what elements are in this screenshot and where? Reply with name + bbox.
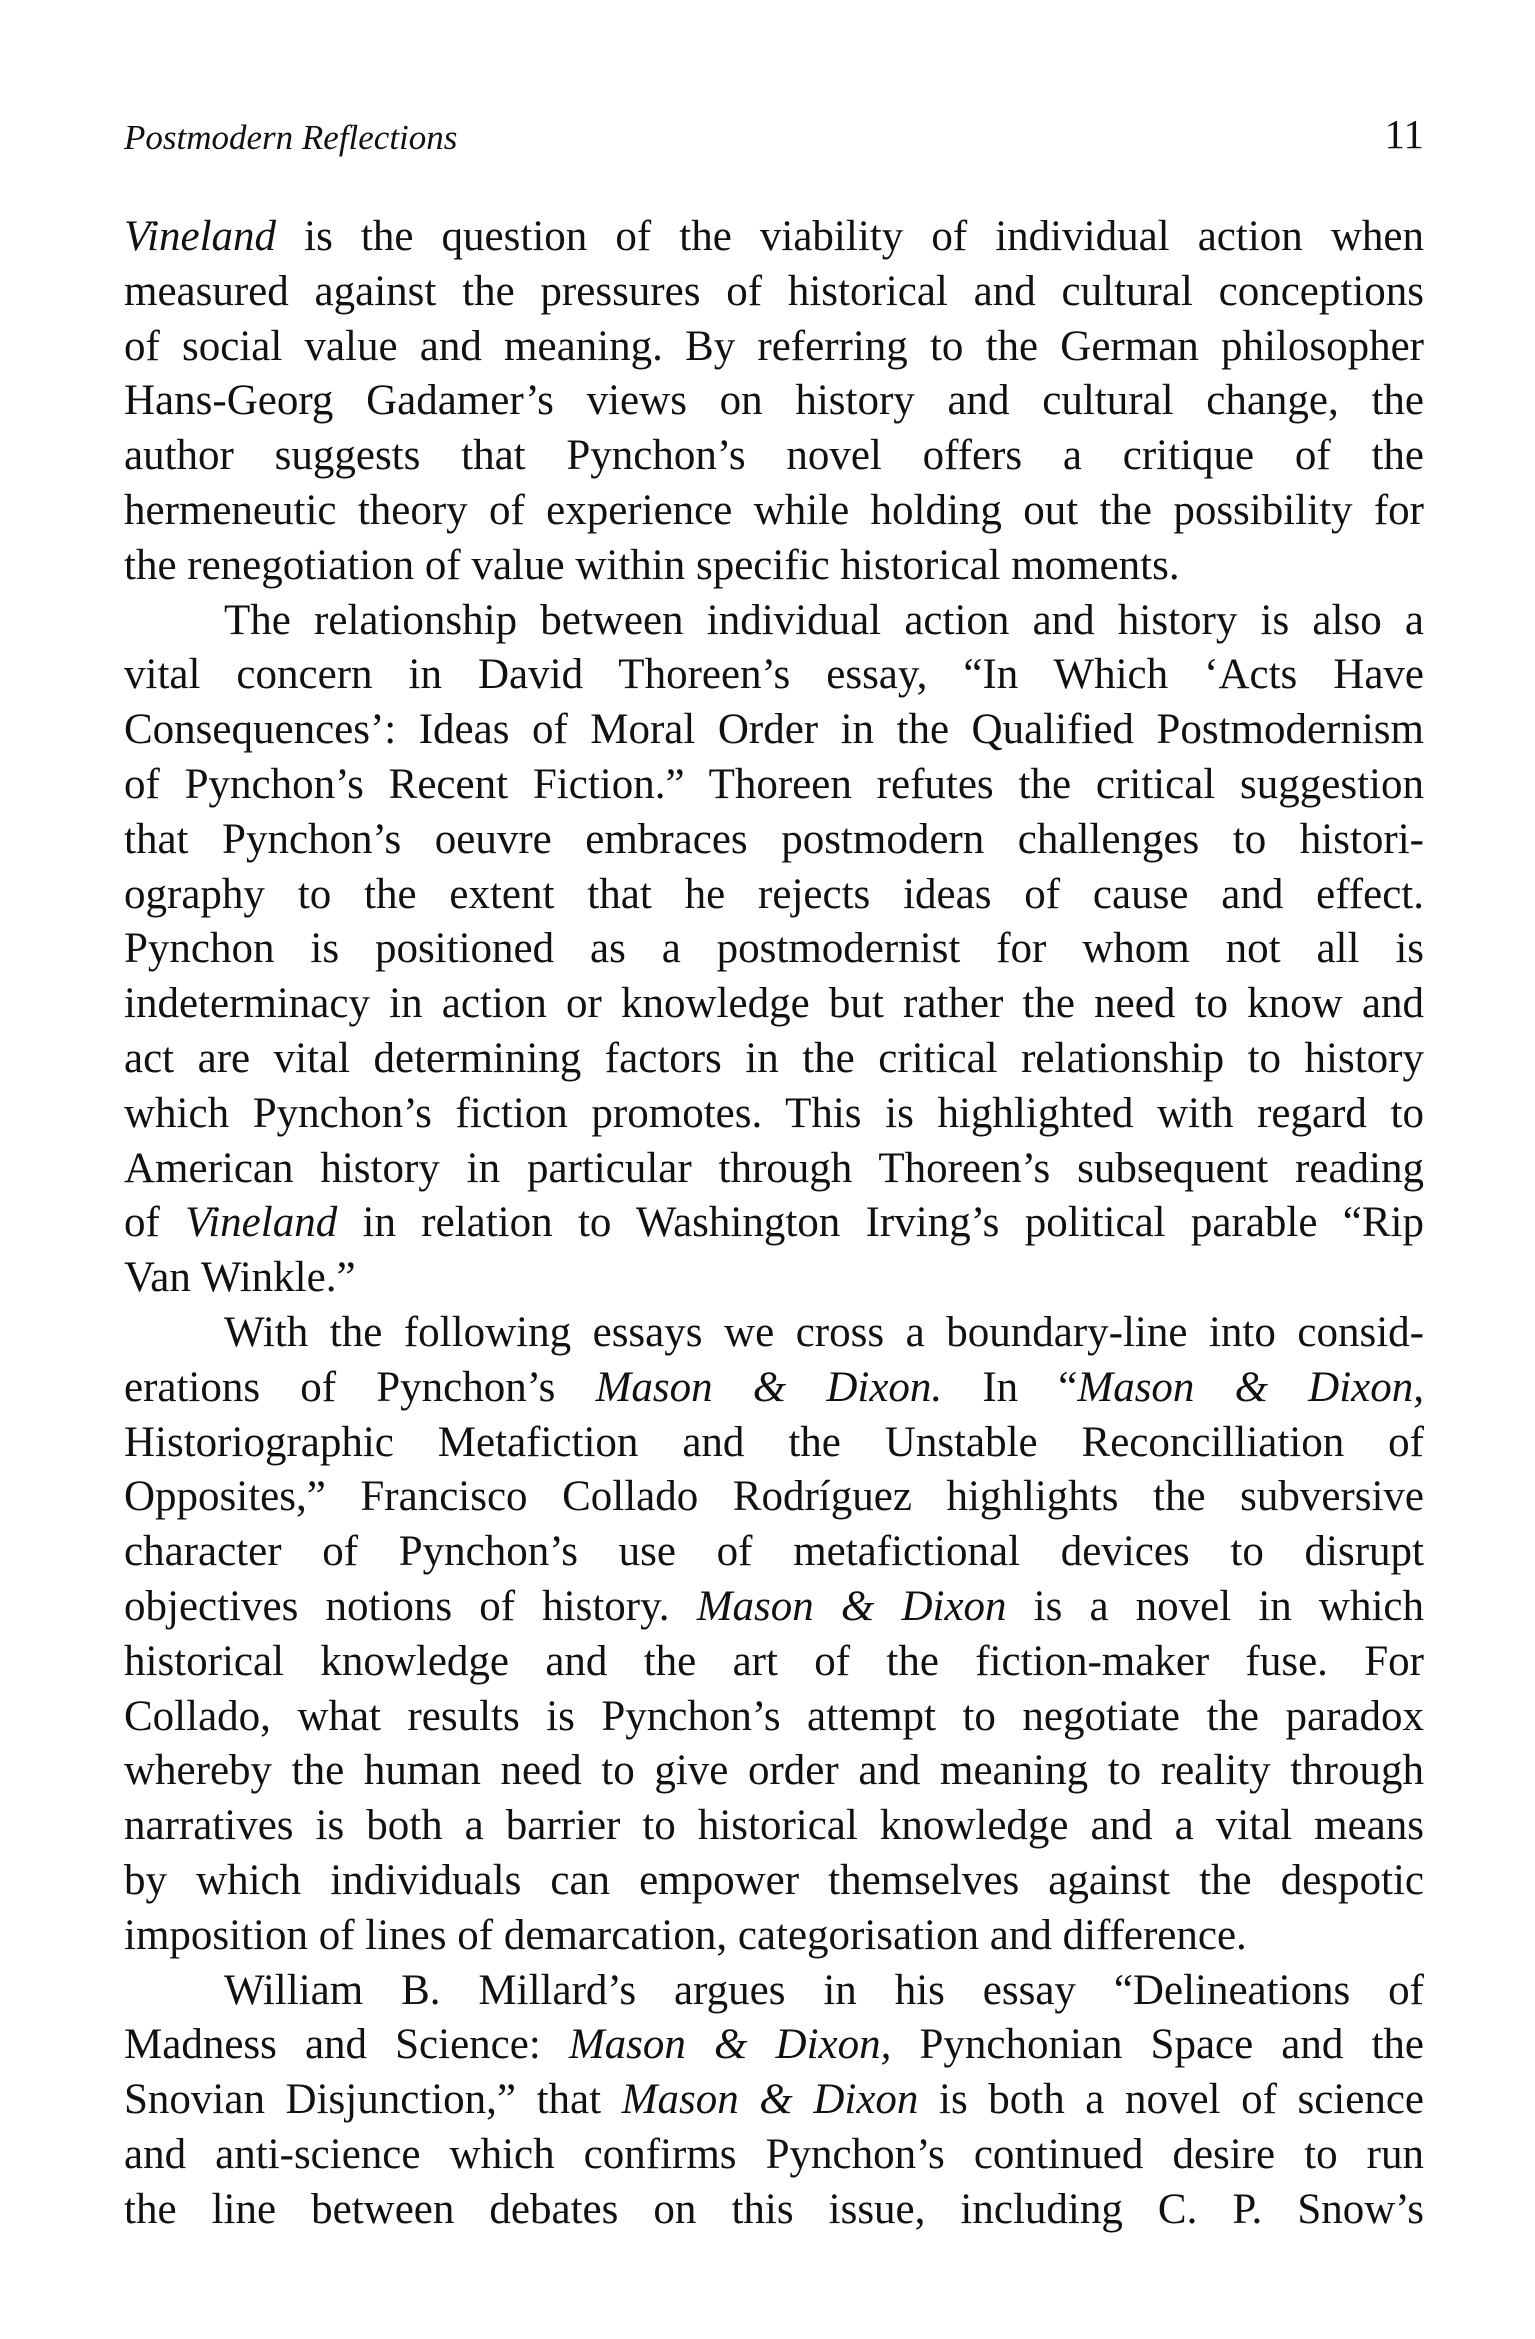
running-title: Postmodern Reflections: [124, 118, 458, 157]
italic-title-text: Vineland: [185, 1199, 338, 1247]
text-run: Collado, what results is Pynchon’s attempt to negotiate the paradox: [124, 1692, 1424, 1740]
text-run: measured against the pressures of historical and cultural conceptions: [124, 267, 1424, 315]
text-line: [124, 2018, 1424, 2073]
text-line: [124, 758, 1424, 813]
text-run: Pynchon is positioned as a postmodernist for whom not all is: [124, 925, 1424, 973]
text-line: [124, 1142, 1424, 1197]
text-run: Historiographic Metafiction and the Unstable Reconcilliation of: [124, 1418, 1424, 1466]
paragraph: [124, 594, 1424, 1306]
page-number: 11: [1384, 111, 1424, 157]
text-run: erations of Pynchon’s: [124, 1363, 596, 1411]
text-line: [124, 1416, 1424, 1471]
text-line: [124, 1964, 1424, 2019]
text-run: which Pynchon’s fiction promotes. This is highlighted with regard to: [124, 1089, 1424, 1137]
text-run: that Pynchon’s oeuvre embraces postmodern challenges to histori-: [124, 815, 1424, 863]
italic-title-text: Mason & Dixon.: [595, 1363, 943, 1411]
text-line: [124, 210, 1424, 265]
text-run: The relationship between individual action and history is also a: [224, 596, 1424, 644]
text-run: in relation to Washington Irving’s political parable “Rip: [337, 1199, 1424, 1247]
text-run: narratives is both a barrier to historical knowledge and a vital means: [124, 1802, 1424, 1850]
text-line: [124, 1087, 1424, 1142]
text-run: vital concern in David Thoreen’s essay, “In Which ‘Acts Have: [124, 651, 1424, 699]
text-run: hermeneutic theory of experience while holding out the possibility for: [124, 486, 1424, 534]
text-run: whereby the human need to give order and meaning to reality through: [124, 1747, 1424, 1795]
italic-title-text: Vineland: [124, 213, 277, 260]
text-line: [124, 1799, 1424, 1854]
text-run: author suggests that Pynchon’s novel offers a critique of the: [124, 432, 1424, 480]
text-run: the line between debates on this issue, including C. P. Snow’s: [124, 2185, 1424, 2233]
text-line: [124, 1744, 1424, 1799]
text-run: is both a novel of science: [918, 2076, 1424, 2124]
text-run: Van Winkle.”: [124, 1254, 356, 1302]
text-line: [124, 1690, 1424, 1745]
text-line: [124, 429, 1424, 484]
text-run: ography to the extent that he rejects ideas of cause and effect.: [124, 870, 1424, 918]
text-line: [124, 2073, 1424, 2128]
italic-title-text: Mason & Dixon,: [568, 2021, 892, 2069]
text-run: of: [124, 1199, 186, 1247]
text-run: William B. Millard’s argues in his essay “Delineations of: [224, 1966, 1424, 2014]
text-line: [124, 977, 1424, 1032]
text-run: historical knowledge and the art of the fiction-maker fuse. For: [124, 1637, 1424, 1685]
text-line: [124, 1361, 1424, 1416]
book-page: [124, 100, 1424, 2237]
text-line: [124, 2128, 1424, 2183]
text-line: [124, 1251, 1424, 1306]
text-run: by which individuals can empower themselves against the despotic: [124, 1856, 1424, 1904]
text-line: [124, 374, 1424, 429]
paragraph: [124, 210, 1424, 594]
text-run: character of Pynchon’s use of metafictional devices to disrupt: [124, 1528, 1424, 1576]
text-line: [124, 648, 1424, 703]
text-line: [124, 1470, 1424, 1525]
text-run: is the question of the viability of individual action when: [276, 213, 1424, 260]
text-run: American history in particular through Thoreen’s subsequent reading: [124, 1144, 1424, 1192]
text-line: [124, 868, 1424, 923]
text-line: [124, 265, 1424, 320]
text-line: [124, 1306, 1424, 1361]
text-line: [124, 320, 1424, 375]
text-run: Hans-Georg Gadamer’s views on history and cultural change, the: [124, 377, 1424, 425]
text-line: [124, 484, 1424, 539]
paragraph: [124, 1964, 1424, 2238]
text-run: Opposites,” Francisco Collado Rodríguez highlights the subversive: [124, 1473, 1424, 1521]
text-run: Madness and Science:: [124, 2021, 569, 2069]
text-line: [124, 594, 1424, 649]
text-line: [124, 703, 1424, 758]
running-head: [124, 100, 1424, 160]
text-run: and anti-science which confirms Pynchon’s continued desire to run: [124, 2130, 1424, 2178]
text-line: [124, 1854, 1424, 1909]
text-run: act are vital determining factors in the critical relationship to history: [124, 1034, 1424, 1082]
body-text: [124, 210, 1424, 2237]
text-run: indeterminacy in action or knowledge but rather the need to know and: [124, 980, 1424, 1028]
italic-title-text: Mason & Dixon: [696, 1582, 1007, 1630]
text-line: [124, 922, 1424, 977]
italic-title-text: Mason & Dixon: [621, 2076, 919, 2124]
text-line: [124, 2183, 1424, 2238]
text-line: [124, 1525, 1424, 1580]
text-run: With the following essays we cross a boundary-line into consid-: [224, 1308, 1424, 1356]
text-run: Consequences’: Ideas of Moral Order in the Qualified Postmodernism: [124, 706, 1424, 754]
paragraph: [124, 1306, 1424, 1964]
text-run: is a novel in which: [1006, 1582, 1424, 1630]
italic-title-text: Mason & Dixon,: [1077, 1363, 1424, 1411]
text-run: In “: [942, 1363, 1078, 1411]
text-line: [124, 539, 1424, 594]
text-run: Pynchonian Space and the: [891, 2021, 1424, 2069]
text-run: of social value and meaning. By referring to the German philosopher: [124, 322, 1424, 370]
text-line: [124, 1635, 1424, 1690]
text-run: the renegotiation of value within specific historical moments.: [124, 541, 1180, 589]
text-run: imposition of lines of demarcation, categorisation and difference.: [124, 1911, 1247, 1959]
text-run: objectives notions of history.: [124, 1582, 697, 1630]
text-line: [124, 1032, 1424, 1087]
text-line: [124, 1580, 1424, 1635]
text-line: [124, 1909, 1424, 1964]
text-line: [124, 1196, 1424, 1251]
text-run: of Pynchon’s Recent Fiction.” Thoreen refutes the critical suggestion: [124, 760, 1424, 808]
text-line: [124, 813, 1424, 868]
text-run: Snovian Disjunction,” that: [124, 2076, 622, 2124]
